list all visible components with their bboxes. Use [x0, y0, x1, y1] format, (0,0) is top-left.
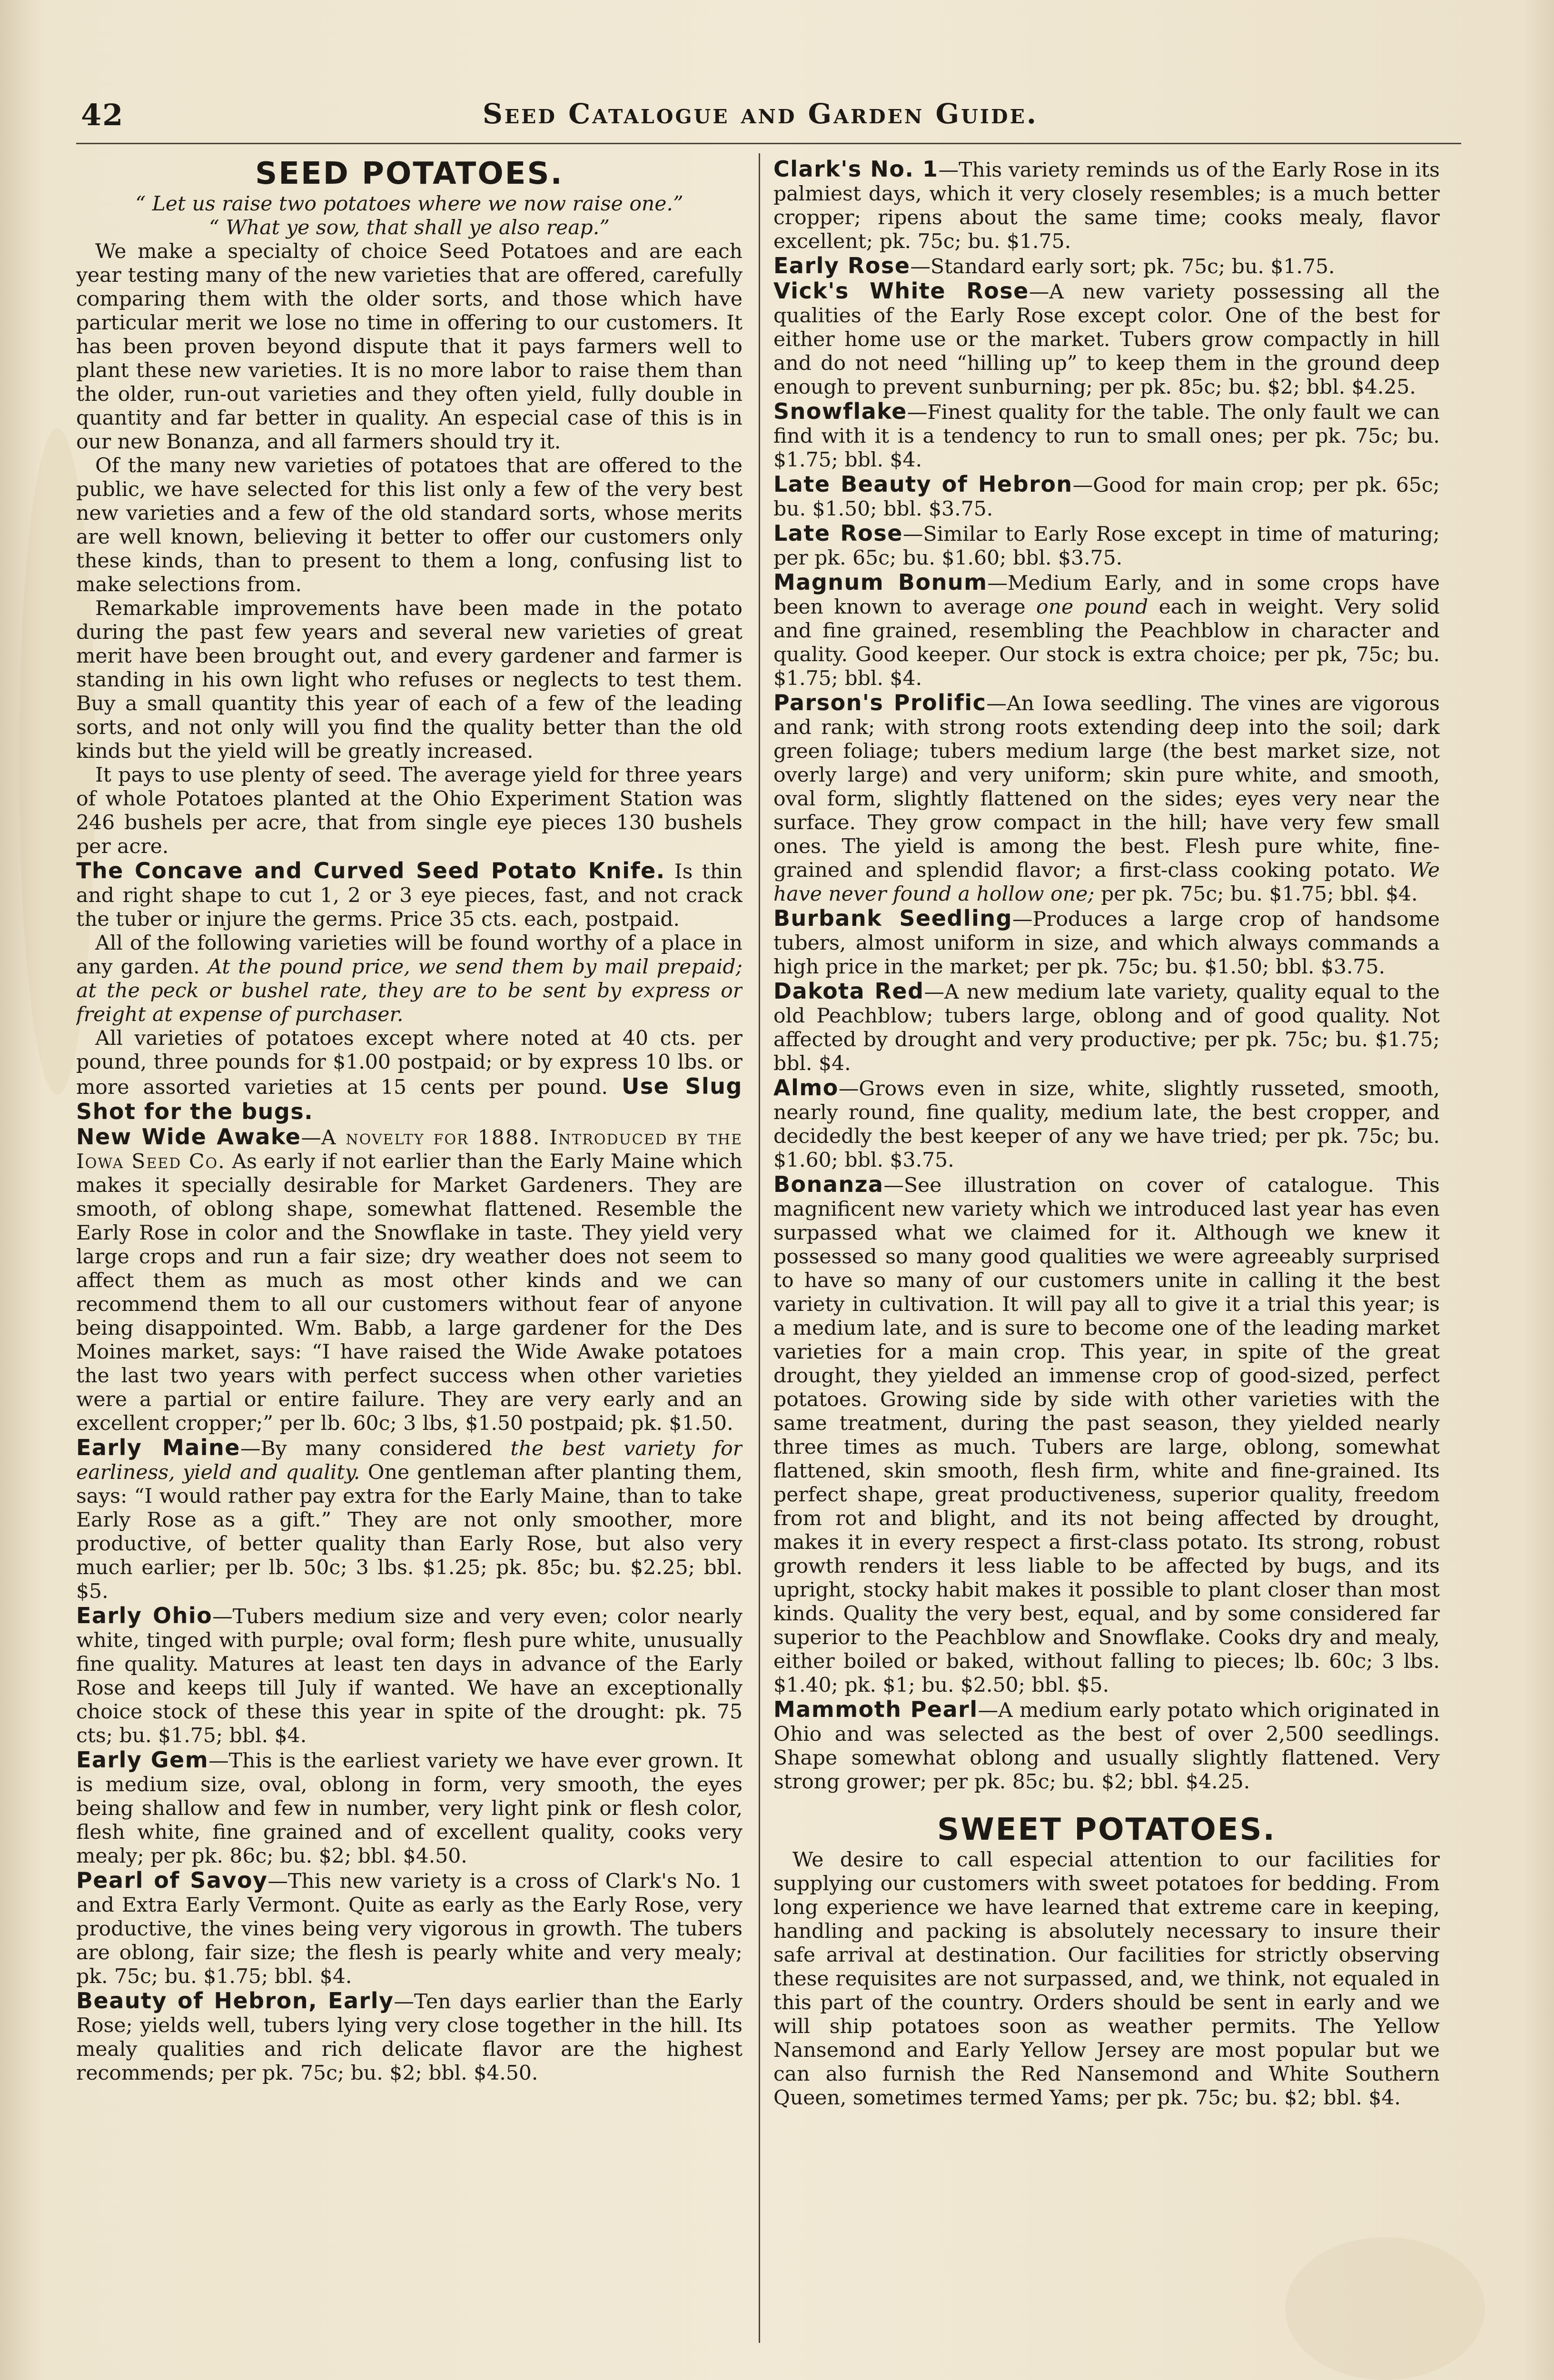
variety-name: Beauty of Hebron, Early: [76, 1988, 394, 2013]
left-column: [76, 157, 742, 2351]
variety-description: As early if not earlier than the Early Maine which makes it specially desirable for Market Gardeners. They are smooth, of oblong shape, somewhat flattened. Resemble the Early Rose in color and the Snowflake in taste. They yield very large crops and run a fair size; dry weather does not seem to affect them as much as most other kinds and we can recommend them to all our customers without fear of anyone being disappointed. Wm. Babb, a large gardener for the Des Moines market, says: “I have raised the Wide Awake potatoes the last two years with perfect success when other varieties were a partial or entire failure. They are very early and an excellent cropper;” per lb. 60c; 3 lbs, $1.50 postpaid; pk. $1.50.: [76, 1150, 742, 1435]
variety-entry: Mammoth Pearl—A medium early potato which originated in Ohio and was selected as the best of over 2,500 seedlings. Shape somewhat oblong and usually slightly flattened. Very strong grower; per pk. 85c; bu. $2; bbl. $4.25.: [773, 1696, 1440, 1794]
variety-description: Standard early sort; pk. 75c; bu. $1.75.: [930, 255, 1335, 278]
motto-line: “ What ye sow, that shall ye also reap.”: [209, 216, 610, 239]
pricing-paragraph: [76, 1027, 742, 1125]
variety-lead: By many considered: [260, 1437, 511, 1460]
variety-entry: Burbank Seedling—Produces a large crop of handsome tubers, almost uniform in size, and which always commands a high price in the market; per pk. 75c; bu. $1.50; bbl. $3.75.: [773, 905, 1440, 979]
intro-paragraph: We make a specialty of choice Seed Potatoes and are each year testing many of the new varieties that are offered, carefully comparing them with the older sorts, and those which have particular merit we lose no time in offering to our customers. It has been proven beyond dispute that it pays farmers well to plant these new varieties. It is no more labor to raise them than the older, run-out varieties and they often yield, fully double in quantity and far better in quality. An especial case of this is in our new Bonanza, and all farmers should try it.: [76, 240, 742, 454]
variety-italic: the best variety for earliness, yield and quality.: [76, 1437, 742, 1484]
variety-entry: Early Ohio—Tubers medium size and very even; color nearly white, tinged with purple; oval form; flesh pure white, unusually fine quality. Matures at least ten days in advance of the Early Rose and keeps till July if wanted. We have an exceptionally choice stock of these this year in spite of the drought: pk. 75 cts; bu. $1.75; bbl. $4.: [76, 1603, 742, 1747]
variety-name: Parson's Prolific: [773, 690, 987, 715]
variety-description: See illustration on cover of catalogue. This magnificent new variety which we introduced last year has even surpassed what we claimed for it. Although we knew it possessed so many good qualities we were agreeably surprised to have so many of our customers unite in calling it the best variety in cultivation. It will pay all to give it a trial this year; is a medium late, and is sure to become one of the leading market varieties for a main crop. This year, in spite of the great drought, they yielded an immense crop of good-sized, perfect potatoes. Growing side by side with other varieties with the same treatment, during the past season, they yielded nearly three times as much. Tubers are large, oblong, somewhat flattened, skin smooth, flesh firm, white and fine-grained. Its perfect shape, great productiveness, superior quality, freedom from rot and blight, and its not being affected by drought, makes it in every respect a first-class potato. Its strong, robust growth renders it less liable to be affected by bugs, and its upright, stocky habit makes it possible to plant closer than most kinds. Quality the very best, equal, and by some considered far superior to the Peachblow and Snowflake. Cooks dry and mealy, either boiled or baked, without falling to pieces; lb. 60c; 3 lbs. $1.40; pk. $1; bu. $2.50; bbl. $5.: [773, 1174, 1440, 1697]
variety-name: New Wide Awake: [76, 1124, 301, 1150]
variety-entry: Clark's No. 1—This variety reminds us of the Early Rose in its palmiest days, which it very closely resembles; is a much better cropper; ripens about the same time; cooks mealy, flavor excellent; pk. 75c; bu. $1.75.: [773, 157, 1440, 253]
variety-description: per pk. 75c; bu. $1.75; bbl. $4.: [1094, 883, 1418, 906]
seed-potatoes-title: SEED POTATOES.: [255, 157, 564, 191]
page-header: [81, 98, 1440, 136]
variety-name: Late Beauty of Hebron: [773, 471, 1073, 497]
variety-entry: Early Rose—Standard early sort; pk. 75c; bu. $1.75.: [773, 253, 1335, 278]
variety-description: One gentleman after planting them, says: “I would rather pay extra for the Early Maine, than to take Early Rose as a gift.” They are not only smoother, more productive, of better quality than Early Rose, but also very much earlier; per lb. 50c; 3 lbs. $1.25; pk. 85c; bu. $2.25; bbl. $5.: [76, 1461, 742, 1603]
variety-entry: Dakota Red—A new medium late variety, quality equal to the old Peachblow; tubers large, oblong and of good quality. Not affected by drought and very productive; per pk. 75c; bu. $1.75; bbl. $4.: [773, 978, 1440, 1075]
variety-description: Tubers medium size and very even; color nearly white, tinged with purple; oval form; flesh pure white, unusually fine quality. Matures at least ten days in advance of the Early Rose and keeps till July if wanted. We have an exceptionally choice stock of these this year in spite of the drought: pk. 75 cts; bu. $1.75; bbl. $4.: [76, 1605, 742, 1747]
variety-description: Grows even in size, white, slightly russeted, smooth, nearly round, fine quality, medium late, the best cropper, and decidedly the best keeper of any we have tried; per pk. 75c; bu. $1.60; bbl. $3.75.: [773, 1077, 1440, 1172]
variety-description: A new variety possessing all the qualities of the Early Rose except color. One of the best for either home use or the market. Tubers grow compactly in hill and do not need “hilling up” to keep them in the ground deep enough to prevent sunburning; per pk. 85c; bu. $2; bbl. $4.25.: [773, 280, 1440, 399]
variety-entry: New Wide Awake—A novelty for 1888. Introduced by the Iowa Seed Co. As early if not earlier than the Early Maine which makes it specially desirable for Market Gardeners. They are smooth, of oblong shape, somewhat flattened. Resemble the Early Rose in color and the Snowflake in taste. They yield very large crops and run a fair size; dry weather does not seem to affect them as much as most other kinds and we can recommend them to all our customers without fear of anyone being disappointed. Wm. Babb, a large gardener for the Des Moines market, says: “I have raised the Wide Awake potatoes the last two years with perfect success when other varieties were a partial or entire failure. They are very early and an excellent cropper;” per lb. 60c; 3 lbs, $1.50 postpaid; pk. $1.50.: [76, 1124, 742, 1435]
variety-description: Similar to Early Rose except in time of maturing; per pk. 65c; bu. $1.60; bbl. $3.75.: [773, 523, 1440, 570]
pricing-note: All varieties of potatoes except where noted at 40 cts. per pound, three pounds for $1.00 postpaid; or by express 10 lbs. or more assorted varieties at 15 cents per pound.: [76, 1027, 742, 1099]
variety-description: A medium early potato which originated in Ohio and was selected as the best of over 2,500 seedlings. Shape somewhat oblong and usually slightly flattened. Very strong grower; per pk. 85c; bu. $2; bbl. $4.25.: [773, 1699, 1440, 1794]
variety-name: Clark's No. 1: [773, 157, 939, 182]
variety-entry: Magnum Bonum—Medium Early, and in some crops have been known to average one pound each in weight. Very solid and fine grained, resembling the Peachblow in character and quality. Good keeper. Our stock is extra choice; per pk, 75c; bu. $1.75; bbl. $4.: [773, 569, 1440, 690]
motto-line: “ Let us raise two potatoes where we now raise one.”: [135, 192, 683, 216]
variety-entry: Almo—Grows even in size, white, slightly russeted, smooth, nearly round, fine quality, medium late, the best cropper, and decidedly the best keeper of any we have tried; per pk. 75c; bu. $1.60; bbl. $3.75.: [773, 1075, 1440, 1172]
variety-italic: We have never found a hollow one;: [773, 859, 1440, 906]
variety-entry: Pearl of Savoy—This new variety is a cross of Clark's No. 1 and Extra Early Vermont. Quite as early as the Early Rose, very productive, the vines being very vigorous in growth. The tubers are oblong, fair size; the flesh is pearly white and very mealy; pk. 75c; bu. $1.75; bbl. $4.: [76, 1867, 742, 1988]
slug-shot-note: Use Slug Shot for the bugs.: [76, 1073, 742, 1124]
variety-name: Pearl of Savoy: [76, 1867, 268, 1893]
knife-entry: [76, 859, 742, 932]
variety-description: This is the earliest variety we have ever grown. It is medium size, oval, oblong in form, very smooth, the eyes being shallow and few in number, very light pink or flesh color, flesh white, fine grained and of excellent quality, cooks very mealy; per pk. 86c; bu. $2; bbl. $4.50.: [76, 1749, 742, 1868]
variety-lead: Medium Early, and in some crops have been known to average: [773, 572, 1440, 619]
running-title: Seed Catalogue and Garden Guide.: [482, 98, 1039, 130]
terms-lead: All of the following varieties will be found worthy of a place in any garden.: [76, 932, 742, 979]
variety-description: This variety reminds us of the Early Rose in its palmiest days, which it very closely resembles; is a much better cropper; ripens about the same time; cooks mealy, flavor excellent; pk. 75c; bu. $1.75.: [773, 159, 1440, 253]
terms-paragraph: [76, 932, 742, 1027]
sweet-potatoes-paragraph: We desire to call especial attention to our facilities for supplying our customers with sweet potatoes for bedding. From long experience we have learned that extreme care in keeping, handling and packing is absolutely necessary to insure their safe arrival at destination. Our facilities for strictly observing these requisites are not surpassed, and, we think, not equaled in this part of the country. Orders should be sent in early and we will ship potatoes soon as weather permits. The Yellow Nansemond and Early Yellow Jersey are most popular but we can also furnish the Red Nansemond and White Southern Queen, sometimes termed Yams; per pk. 75c; bu. $2; bbl. $4.: [773, 1848, 1440, 2110]
terms-italic: At the pound price, we send them by mail prepaid; at the peck or bushel rate, they are to be sent by express or freight at expense of purchaser.: [76, 955, 742, 1026]
variety-name: Snowflake: [773, 398, 907, 424]
variety-description: This new variety is a cross of Clark's No. 1 and Extra Early Vermont. Quite as early as the Early Rose, very productive, the vines being very vigorous in growth. The tubers are oblong, fair size; the flesh is pearly white and very mealy; pk. 75c; bu. $1.75; bbl. $4.: [76, 1870, 742, 1988]
variety-name: Magnum Bonum: [773, 569, 988, 595]
right-column: [773, 157, 1440, 2356]
intro-paragraph: Of the many new varieties of potatoes that are offered to the public, we have selected for this list only a few of the very best new varieties and a few of the old standard sorts, whose merits are well known, believing it better to offer our customers only these kinds, than to present to them a long, confusing list to make selections from.: [76, 454, 742, 596]
variety-name: Early Maine: [76, 1435, 240, 1460]
variety-smallcaps: A novelty for 1888. Introduced by the Iowa Seed Co.: [76, 1126, 742, 1173]
variety-description: Ten days earlier than the Early Rose; yields well, tubers lying very close together in the hill. Its mealy qualities and rich delicate flavor are the highest recommends; per pk. 75c; bu. $2; bbl. $4.50.: [76, 1990, 742, 2085]
variety-entry: Early Gem—This is the earliest variety we have ever grown. It is medium size, oval, oblong in form, very smooth, the eyes being shallow and few in number, very light pink or flesh color, flesh white, fine grained and of excellent quality, cooks very mealy; per pk. 86c; bu. $2; bbl. $4.50.: [76, 1747, 742, 1868]
intro-paragraph: Remarkable improvements have been made in the potato during the past few years and several new varieties of great merit have been brought out, and every gardener and farmer is standing in his own light who refuses or neglects to test them. Buy a small quantity this year of each of a few of the leading sorts, and not only will you find the quality better than the old kinds but the yield will be greatly increased.: [76, 597, 742, 763]
variety-name: Burbank Seedling: [773, 905, 1013, 931]
variety-name: Late Rose: [773, 520, 903, 546]
column-divider: [759, 153, 760, 2343]
variety-lead: An Iowa seedling. The vines are vigorous and rank; with strong roots extending deep into the soil; dark green foliage; tubers medium large (the best market size, not overly large) and very uniform; skin pure white, and smooth, oval form, slightly flattened on the sides; eyes very near the surface. They grow compact in the hill; have very few small ones. The yield is among the best. Flesh pure white, fine-grained and splendid flavor; a first-class cooking potato.: [773, 692, 1440, 882]
variety-italic: one pound: [1036, 595, 1148, 619]
header-rule: [76, 143, 1461, 144]
variety-name: Almo: [773, 1075, 839, 1101]
variety-description: Good for main crop; per pk. 65c; bu. $1.50; bbl. $3.75.: [773, 474, 1440, 521]
variety-entry: Late Beauty of Hebron—Good for main crop; per pk. 65c; bu. $1.50; bbl. $3.75.: [773, 471, 1440, 521]
variety-entry: Late Rose—Similar to Early Rose except in time of maturing; per pk. 65c; bu. $1.60; bbl. $3.75.: [773, 520, 1440, 570]
variety-entry: Early Maine—By many considered the best variety for earliness, yield and quality. One gentleman after planting them, says: “I would rather pay extra for the Early Maine, than to take Early Rose as a gift.” They are not only smoother, more productive, of better quality than Early Rose, but also very much earlier; per lb. 50c; 3 lbs. $1.25; pk. 85c; bu. $2.25; bbl. $5.: [76, 1435, 742, 1603]
variety-name: Vick's White Rose: [773, 278, 1029, 304]
variety-entry: Snowflake—Finest quality for the table. The only fault we can find with it is a tendency to run to small ones; per pk. 75c; bu. $1.75; bbl. $4.: [773, 398, 1440, 472]
variety-description: A new medium late variety, quality equal to the old Peachblow; tubers large, oblong and of good quality. Not affected by drought and very productive; per pk. 75c; bu. $1.75; bbl. $4.: [773, 981, 1440, 1075]
variety-description: Produces a large crop of handsome tubers, almost uniform in size, and which always commands a high price in the market; per pk. 75c; bu. $1.50; bbl. $3.75.: [773, 908, 1440, 979]
intro-paragraph: It pays to use plenty of seed. The average yield for three years of whole Potatoes planted at the Ohio Experiment Station was 246 bushels per acre, that from single eye pieces 130 bushels per acre.: [76, 764, 742, 858]
variety-name: Mammoth Pearl: [773, 1696, 978, 1722]
variety-name: Dakota Red: [773, 978, 924, 1004]
variety-name: Early Gem: [76, 1747, 209, 1773]
variety-name: Bonanza: [773, 1171, 884, 1197]
sweet-potatoes-title: SWEET POTATOES.: [937, 1812, 1276, 1847]
variety-description: each in weight. Very solid and fine grained, resembling the Peachblow in character and quality. Good keeper. Our stock is extra choice; per pk, 75c; bu. $1.75; bbl. $4.: [773, 595, 1440, 690]
knife-description: Is thin and right shape to cut 1, 2 or 3 eye pieces, fast, and not crack the tuber or injure the germs. Price 35 cts. each, postpaid.: [76, 860, 742, 931]
variety-entry: Bonanza—See illustration on cover of catalogue. This magnificent new variety which we introduced last year has even surpassed what we claimed for it. Although we knew it possessed so many good qualities we were agreeably surprised to have so many of our customers unite in calling it the best variety in cultivation. It will pay all to give it a trial this year; is a medium late, and is sure to become one of the leading market varieties for a main crop. This year, in spite of the great drought, they yielded an immense crop of good-sized, perfect potatoes. Growing side by side with other varieties with the same treatment, during the past season, they yielded nearly three times as much. Tubers are large, oblong, somewhat flattened, skin smooth, flesh firm, white and fine-grained. Its perfect shape, great productiveness, superior quality, freedom from rot and blight, and its not being affected by drought, makes it in every respect a first-class potato. Its strong, robust growth renders it less liable to be affected by bugs, and its upright, stocky habit makes it possible to plant closer than most kinds. Quality the very best, equal, and by some considered far superior to the Peachblow and Snowflake. Cooks dry and mealy, either boiled or baked, without falling to pieces; lb. 60c; 3 lbs. $1.40; pk. $1; bu. $2.50; bbl. $5.: [773, 1171, 1440, 1697]
variety-entry: Parson's Prolific—An Iowa seedling. The vines are vigorous and rank; with strong roots extending deep into the soil; dark green foliage; tubers medium large (the best market size, not overly large) and very uniform; skin pure white, and smooth, oval form, slightly flattened on the sides; eyes very near the surface. They grow compact in the hill; have very few small ones. The yield is among the best. Flesh pure white, fine-grained and splendid flavor; a first-class cooking potato. We have never found a hollow one; per pk. 75c; bu. $1.75; bbl. $4.: [773, 690, 1440, 906]
variety-name: Early Rose: [773, 253, 911, 278]
variety-entry: Beauty of Hebron, Early—Ten days earlier than the Early Rose; yields well, tubers lying very close together in the hill. Its mealy qualities and rich delicate flavor are the highest recommends; per pk. 75c; bu. $2; bbl. $4.50.: [76, 1988, 742, 2085]
variety-entry: Vick's White Rose—A new variety possessing all the qualities of the Early Rose except color. One of the best for either home use or the market. Tubers grow compactly in hill and do not need “hilling up” to keep them in the ground deep enough to prevent sunburning; per pk. 85c; bu. $2; bbl. $4.25.: [773, 278, 1440, 399]
variety-description: Finest quality for the table. The only fault we can find with it is a tendency to run to small ones; per pk. 75c; bu. $1.75; bbl. $4.: [773, 401, 1440, 472]
knife-name: The Concave and Curved Seed Potato Knife.: [76, 858, 665, 883]
variety-name: Early Ohio: [76, 1603, 213, 1628]
page-number: 42: [81, 98, 124, 132]
